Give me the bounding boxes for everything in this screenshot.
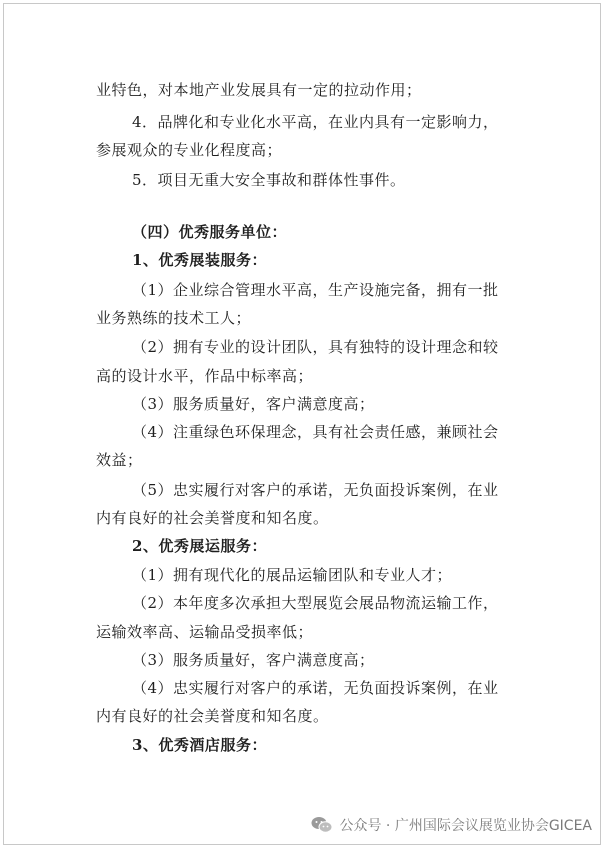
text-line-1: 业特色，对本地产业发展具有一定的拉动作用； [96,81,422,99]
section-heading-4: （四）优秀服务单位： [132,223,288,241]
text-line-2: 4．品牌化和专业化水平高，在业内具有一定影响力， [132,113,499,131]
text-line-10: 高的设计水平，作品中标率高； [96,367,314,385]
subheading-exhibition-transport: 2、优秀展运服务： [132,537,267,555]
wechat-icon [311,816,333,834]
text-line-11: （3）服务质量好，客户满意度高； [132,395,375,413]
watermark-text: 公众号 · 广州国际会议展览业协会GICEA [339,818,592,834]
text-line-7: （1）企业综合管理水平高，生产设施完备，拥有一批 [132,281,499,299]
text-line-22: 内有良好的社会美誉度和知名度。 [96,707,329,725]
text-line-19: 运输效率高、运输品受损率低； [96,623,314,641]
subheading-hotel-service: 3、优秀酒店服务： [132,736,267,754]
text-line-3: 参展观众的专业化程度高； [96,141,283,159]
text-line-12: （4）注重绿色环保理念，具有社会责任感，兼顾社会 [132,423,499,441]
text-line-18: （2）本年度多次承担大型展览会展品物流运输工作， [132,594,499,612]
subheading-exhibition-decoration: 1、优秀展装服务： [132,251,267,269]
text-line-13: 效益； [96,451,143,469]
text-line-8: 业务熟练的技术工人； [96,309,252,327]
text-line-17: （1）拥有现代化的展品运输团队和专业人才； [132,566,453,584]
text-line-20: （3）服务质量好，客户满意度高； [132,651,375,669]
text-line-14: （5）忠实履行对客户的承诺，无负面投诉案例，在业 [132,481,499,499]
text-line-9: （2）拥有专业的设计团队，具有独特的设计理念和较 [132,338,499,356]
text-line-15: 内有良好的社会美誉度和知名度。 [96,509,329,527]
wechat-watermark [311,815,592,835]
text-line-4: 5．项目无重大安全事故和群体性事件。 [132,171,406,189]
text-line-21: （4）忠实履行对客户的承诺，无负面投诉案例，在业 [132,679,499,697]
